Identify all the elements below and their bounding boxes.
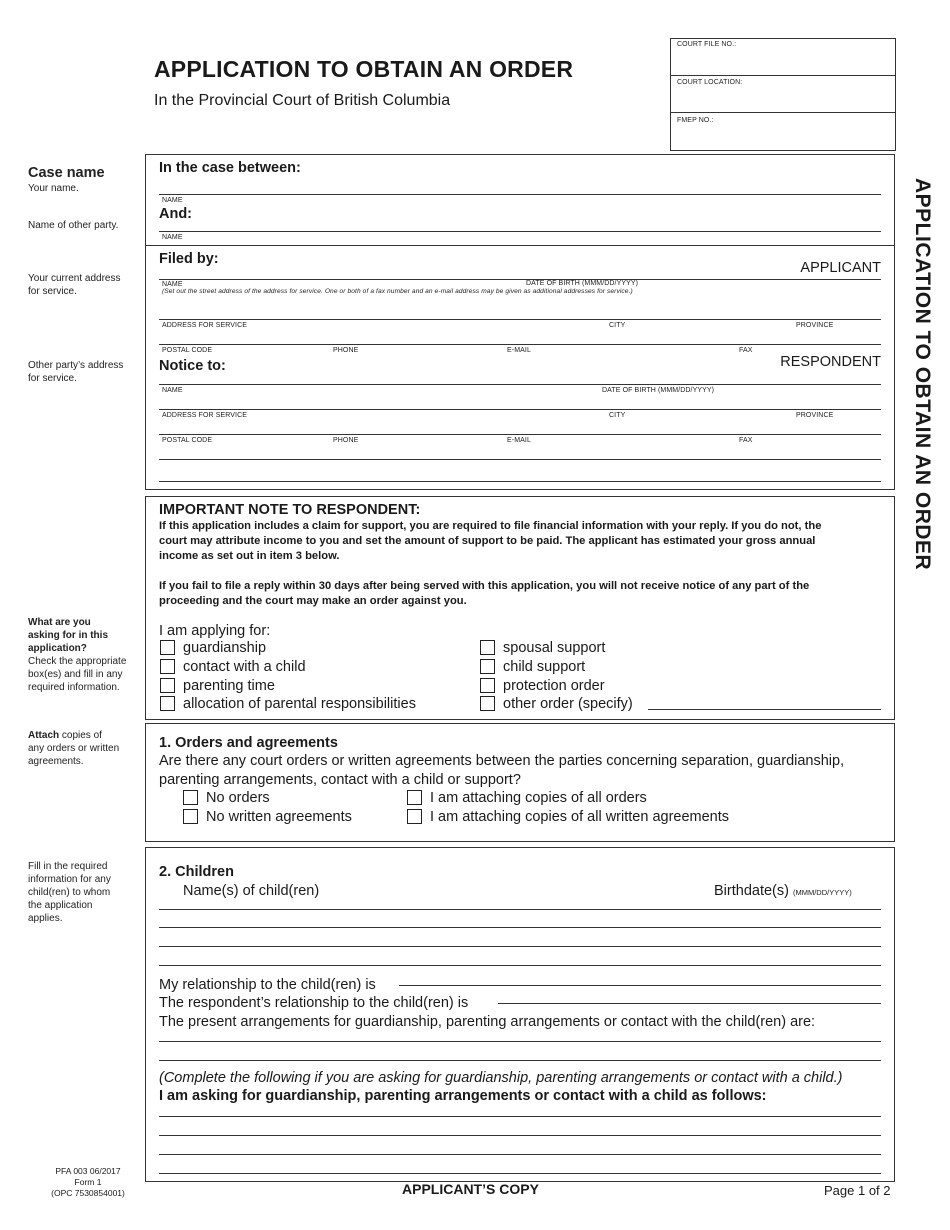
name-label: NAME — [162, 387, 183, 394]
guardianship-label: guardianship — [183, 640, 267, 656]
and-label: And: — [159, 206, 193, 222]
children-names-label: Name(s) of child(ren) — [183, 883, 320, 899]
extra-line-field[interactable] — [159, 481, 881, 482]
sidebar-text-line: information for any — [28, 874, 111, 885]
sidebar-text-line: What are you — [28, 617, 91, 628]
important-note-paragraph-1 — [159, 519, 889, 564]
sidebar-attach — [28, 729, 119, 768]
city-label: CITY — [609, 412, 626, 419]
sidebar-text-line: for service. — [28, 373, 77, 384]
sidebar-text-line: agreements. — [28, 756, 84, 767]
asking-field[interactable] — [159, 1135, 881, 1136]
name-label: NAME — [162, 197, 183, 204]
form-code-line: PFA 003 06/2017 — [55, 1166, 121, 1176]
no-written-agreements-checkbox[interactable] — [183, 809, 198, 824]
postal-code-label: POSTAL CODE — [162, 437, 213, 444]
sidebar-text-line: application? — [28, 643, 87, 654]
fax-label: FAX — [739, 437, 753, 444]
child-support-checkbox[interactable] — [480, 659, 495, 674]
parenting-time-label: parenting time — [183, 678, 275, 694]
sidebar-your-name: Your name. — [28, 183, 79, 194]
sidebar-text-line: child(ren) to whom — [28, 887, 111, 898]
note-line: If you fail to file a reply within 30 days after being served with this application, you will not receive notice of any part of the — [159, 580, 810, 592]
guardianship-checkbox[interactable] — [160, 640, 175, 655]
filed-by-name-field[interactable] — [159, 279, 881, 280]
sidebar-case-name-title: Case name — [28, 165, 105, 181]
note-line: court may attribute income to you and set the amount of support to be paid. The applicant has estimated your gross annual — [159, 535, 816, 547]
dob-label: DATE OF BIRTH (MMM/DD/YYYY) — [602, 387, 715, 394]
sidebar-other-party-name: Name of other party. — [28, 220, 119, 231]
sidebar-text: copies of — [59, 730, 102, 741]
in-the-case-between: In the case between: — [159, 160, 301, 176]
notice-to-name-field[interactable] — [159, 384, 881, 385]
postal-code-label: POSTAL CODE — [162, 347, 213, 354]
name-label: NAME — [162, 234, 183, 241]
my-relationship-label: My relationship to the child(ren) is — [159, 977, 376, 993]
sidebar-text-line: the application — [28, 900, 93, 911]
my-relationship-field[interactable] — [399, 985, 881, 986]
children-title: 2. Children — [159, 864, 234, 880]
sidebar-asking — [28, 616, 126, 694]
orders-question-line: parenting arrangements, contact with a child or support? — [159, 772, 521, 788]
child-entry-field[interactable] — [159, 927, 881, 928]
note-line: proceeding and the court may make an order against you. — [159, 595, 467, 607]
other-order-checkbox[interactable] — [480, 696, 495, 711]
present-arrangements-field[interactable] — [159, 1060, 881, 1061]
protection-order-label: protection order — [503, 678, 605, 694]
address-label: ADDRESS FOR SERVICE — [162, 412, 248, 419]
form-code — [28, 1166, 148, 1199]
filed-by-contact-field[interactable] — [159, 344, 881, 345]
children-birthdates-label — [714, 883, 852, 899]
filed-by-address-field[interactable] — [159, 319, 881, 320]
parental-responsibilities-checkbox[interactable] — [160, 696, 175, 711]
sidebar-text-line: Other party’s address — [28, 360, 124, 371]
sidebar-text-bold: Attach — [28, 730, 60, 741]
respondent-relationship-label: The respondent’s relationship to the child(ren) is — [159, 995, 469, 1011]
email-label: E-MAIL — [507, 437, 531, 444]
attaching-orders-checkbox[interactable] — [407, 790, 422, 805]
province-label: PROVINCE — [796, 322, 834, 329]
birthdates-format: (MMM/DD/YYYY) — [792, 888, 852, 897]
address-label: ADDRESS FOR SERVICE — [162, 322, 248, 329]
parental-responsibilities-label: allocation of parental responsibilities — [183, 696, 416, 712]
city-label: CITY — [609, 322, 626, 329]
asking-field[interactable] — [159, 1116, 881, 1117]
applicant-role: APPLICANT — [800, 260, 881, 276]
applicant-copy-label: APPLICANT’S COPY — [402, 1181, 539, 1197]
filed-by-title: Filed by: — [159, 251, 219, 267]
attaching-orders-label: I am attaching copies of all orders — [430, 790, 647, 806]
sidebar-text-line: Fill in the required — [28, 861, 108, 872]
spousal-support-label: spousal support — [503, 640, 606, 656]
sidebar-text-line: Your current address — [28, 273, 121, 284]
province-label: PROVINCE — [796, 412, 834, 419]
present-arrangements-label: The present arrangements for guardianship, parenting arrangements or contact with the child(ren) are: — [159, 1014, 816, 1030]
spousal-support-checkbox[interactable] — [480, 640, 495, 655]
sidebar-text-line: required information. — [28, 682, 120, 693]
no-orders-label: No orders — [206, 790, 270, 806]
sidebar-text-line: Check the appropriate — [28, 656, 127, 667]
child-support-label: child support — [503, 659, 586, 675]
orders-box — [145, 723, 895, 842]
opc-line: (OPC 7530854001) — [51, 1188, 125, 1198]
respondent-role: RESPONDENT — [780, 354, 881, 370]
respondent-relationship-field[interactable] — [498, 1003, 881, 1004]
sidebar-text-line: any orders or written — [28, 743, 120, 754]
no-written-agreements-label: No written agreements — [206, 809, 352, 825]
email-label: E-MAIL — [507, 347, 531, 354]
important-note-paragraph-2 — [159, 579, 889, 609]
sidebar-current-address — [28, 272, 120, 298]
complete-note: (Complete the following if you are asking for guardianship, parenting arrangements or contact with a child.) — [159, 1070, 843, 1086]
court-location-label: COURT LOCATION: — [677, 79, 743, 86]
fax-label: FAX — [739, 347, 753, 354]
no-orders-checkbox[interactable] — [183, 790, 198, 805]
orders-title: 1. Orders and agreements — [159, 735, 338, 751]
child-entry-field[interactable] — [159, 965, 881, 966]
name-label: NAME — [162, 281, 183, 288]
important-note-box — [145, 496, 895, 720]
note-line: If this application includes a claim for support, you are required to file financial information with your reply. If you do not, the — [159, 520, 822, 532]
present-arrangements-field[interactable] — [159, 1041, 881, 1042]
sidebar-text-line: applies. — [28, 913, 63, 924]
sidebar-children — [28, 860, 111, 925]
phone-label: PHONE — [333, 437, 359, 444]
page-number: Page 1 of 2 — [824, 1183, 891, 1198]
asking-as-follows: I am asking for guardianship, parenting arrangements or contact with a child as follows: — [159, 1088, 767, 1104]
sidebar-text-line: for service. — [28, 286, 77, 297]
notice-to-title: Notice to: — [159, 358, 226, 374]
court-info-box — [670, 38, 896, 151]
attaching-agreements-checkbox[interactable] — [407, 809, 422, 824]
other-order-label: other order (specify) — [503, 696, 633, 712]
parties-box — [145, 154, 895, 490]
orders-question-line: Are there any court orders or written agreements between the parties concerning separation, guardianship, — [159, 753, 845, 769]
child-entry-field[interactable] — [159, 909, 881, 910]
page-title: APPLICATION TO OBTAIN AN ORDER — [154, 56, 574, 82]
attaching-agreements-label: I am attaching copies of all written agreements — [430, 809, 730, 825]
vertical-title: APPLICATION TO OBTAIN AN ORDER — [911, 178, 934, 571]
phone-label: PHONE — [333, 347, 359, 354]
page-subtitle: In the Provincial Court of British Columbia — [154, 92, 451, 109]
court-file-no-label: COURT FILE NO.: — [677, 41, 737, 48]
applying-intro: I am applying for: — [159, 623, 271, 639]
sidebar-text-line: asking for in this — [28, 630, 109, 641]
note-line: income as set out in item 3 below. — [159, 550, 340, 562]
protection-order-checkbox[interactable] — [480, 678, 495, 693]
contact-with-child-label: contact with a child — [183, 659, 306, 675]
asking-field[interactable] — [159, 1173, 881, 1174]
child-entry-field[interactable] — [159, 946, 881, 947]
fmep-no-label: FMEP NO.: — [677, 117, 714, 124]
asking-field[interactable] — [159, 1154, 881, 1155]
address-note: (Set out the street address of the address for service. One or both of a fax number and an e-mail address may be given as additional addresses for service.) — [162, 288, 633, 295]
dob-label: DATE OF BIRTH (MMM/DD/YYYY) — [526, 280, 639, 287]
children-box — [145, 847, 895, 1182]
sidebar-text-line: box(es) and fill in any — [28, 669, 123, 680]
form-number-line: Form 1 — [74, 1177, 102, 1187]
sidebar-other-address — [28, 359, 123, 385]
notice-to-contact-field[interactable] — [159, 434, 881, 435]
contact-with-child-checkbox[interactable] — [160, 659, 175, 674]
extra-line-field[interactable] — [159, 459, 881, 460]
notice-to-address-field[interactable] — [159, 409, 881, 410]
respondent-name-field[interactable] — [159, 231, 881, 232]
parenting-time-checkbox[interactable] — [160, 678, 175, 693]
other-order-specify-field[interactable] — [648, 709, 881, 710]
applicant-name-field[interactable] — [159, 194, 881, 195]
birthdates-text: Birthdate(s) — [714, 883, 789, 899]
important-note-title: IMPORTANT NOTE TO RESPONDENT: — [159, 502, 421, 518]
